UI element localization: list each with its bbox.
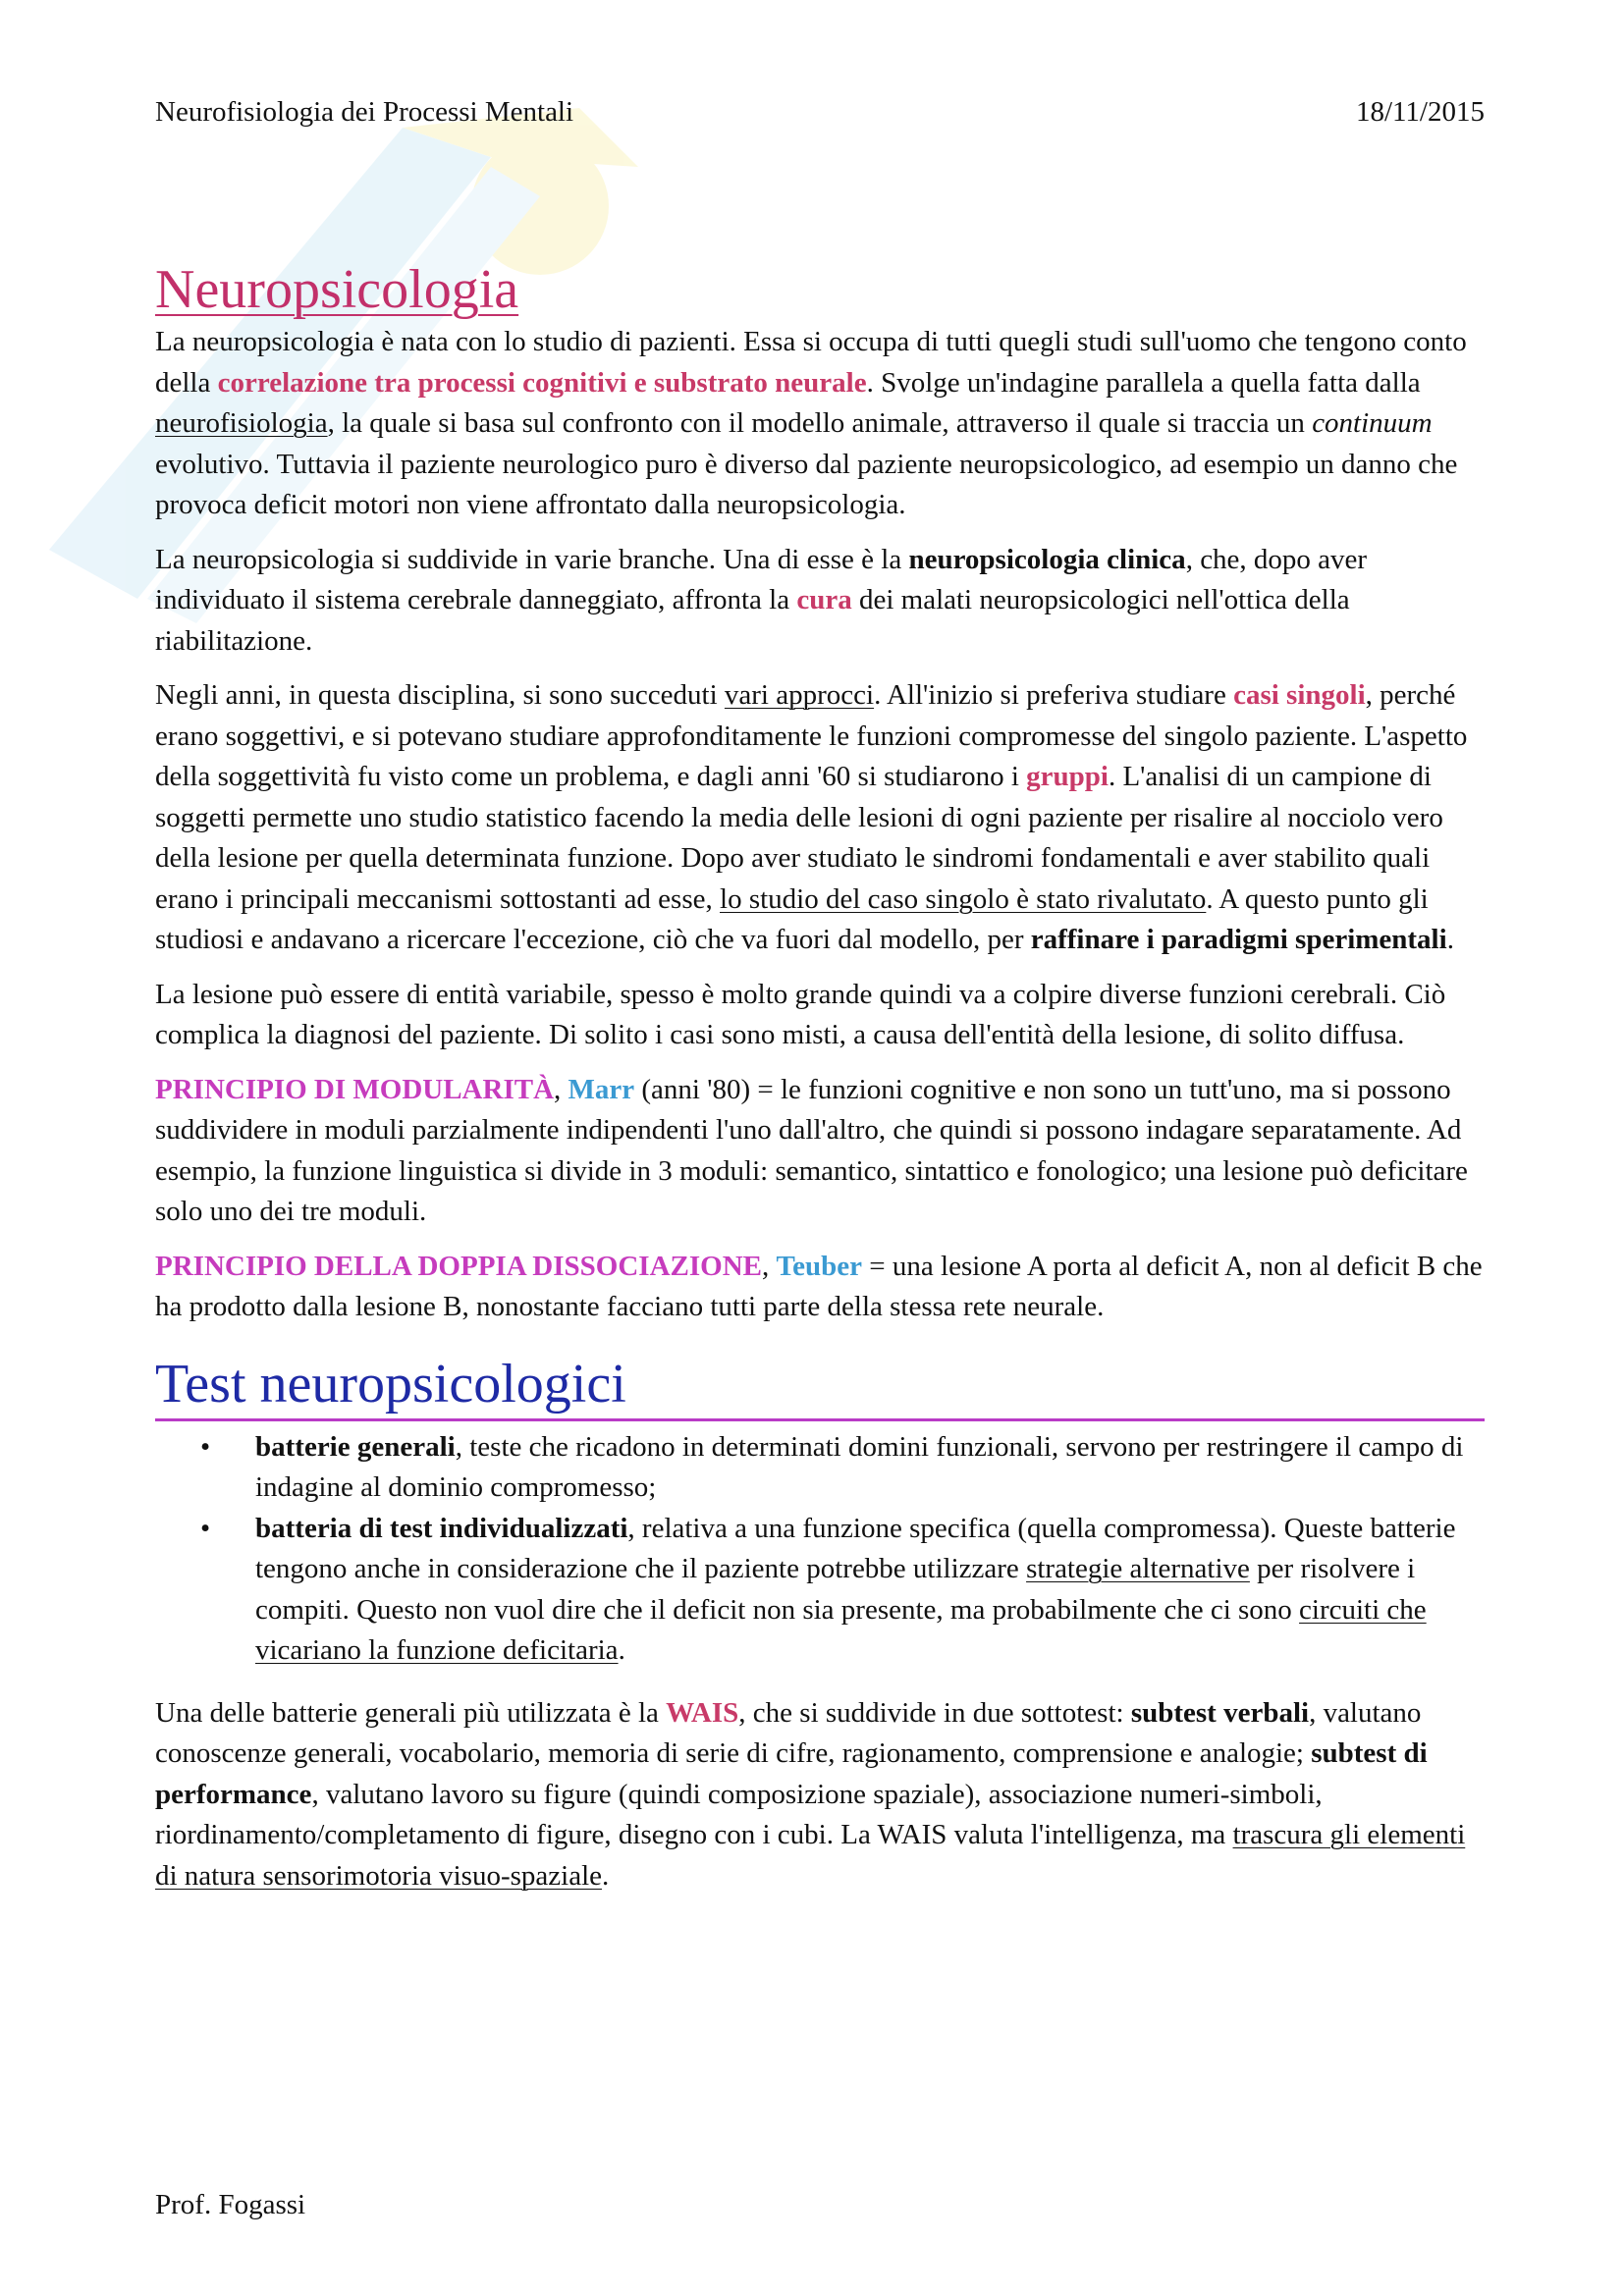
bold-clinical: neuropsicologia clinica (908, 543, 1186, 575)
text: evolutivo. Tuttavia il paziente neurologico puro è diverso dal paziente neuropsicologico, ad esempio un danno che provoca deficit motori non viene affrontato dalla neuropsicologia. (155, 448, 1458, 520)
text: . All'inizio si preferiva studiare (874, 679, 1234, 711)
highlight-correlation: correlazione tra processi cognitivi e substrato neurale (217, 366, 867, 399)
principle-double-dissociation: PRINCIPIO DELLA DOPPIA DISSOCIAZIONE (155, 1250, 762, 1282)
bold-paradigmi: raffinare i paradigmi sperimentali (1030, 924, 1447, 955)
paragraph-double-dissociation (155, 1247, 1485, 1328)
document-title: Neuropsicologia (155, 259, 519, 320)
paragraph-intro (155, 322, 1485, 526)
paragraph-modularity (155, 1070, 1485, 1233)
text: La lesione può essere di entità variabile, spesso è molto grande quindi va a colpire diverse funzioni cerebrali. Ciò complica la diagnosi del paziente. Di solito i casi sono misti, a causa dell'entità della lesione, di solito diffusa. (155, 978, 1446, 1050)
header-date: 18/11/2015 (1355, 96, 1485, 128)
highlight-cura: cura (796, 584, 852, 615)
text: . A questo punto gli studiosi e andavano a ricercare l'eccezione, ciò che va fuori dal modello, per (155, 882, 1429, 955)
paragraph-lesion (155, 975, 1485, 1056)
text: , perché erano soggettivi, e si potevano studiare approfonditamente le funzioni compromesse del singolo paziente. L'aspetto della soggettività fu visto come un problema, e dagli anni '60 si studiarono i (155, 679, 1468, 792)
text: , valutano lavoro su figure (quindi composizione spaziale), associazione numeri-simboli, riordinamento/completamento di figure, disegno con i cubi. La WAIS valuta l'intelligenza, ma (155, 1778, 1323, 1850)
principle-modularity: PRINCIPIO DI MODULARITÀ (155, 1073, 555, 1105)
text: per risolvere i compiti. Questo non vuol dire che il deficit non sia presente, ma probabilmente che ci sono (255, 1553, 1416, 1626)
text: . Svolge un'indagine parallela a quella fatta dalla (866, 366, 1421, 399)
bold-subtest-verbali: subtest verbali (1130, 1696, 1310, 1729)
underlined-circuiti: circuiti che vicariano la funzione deficitaria (255, 1593, 1427, 1666)
paragraph-wais (155, 1693, 1485, 1897)
text: . (618, 1634, 625, 1666)
text: La neuropsicologia si suddivide in varie branche. Una di esse è la (155, 543, 909, 575)
text: , (761, 1250, 777, 1282)
author-marr: Marr (568, 1073, 635, 1105)
text: , la quale si basa sul confronto con il modello animale, attraverso il quale si traccia un (327, 407, 1313, 439)
text: , che si suddivide in due sottotest: (738, 1696, 1131, 1729)
list-item (200, 1427, 1485, 1509)
text: . L'analisi di un campione di soggetti permette uno studio statistico facendo la media delle lesioni di ogni paziente per risalire al nocciolo vero della lesione per quella determinata funzione. Dopo aver studiato le sindromi fondamentali e aver stabilito quali erano i principali meccanismi sottostanti ad esse, (155, 761, 1443, 915)
page-content (155, 94, 1485, 1910)
bold-subtest-performance: subtest di performance (155, 1737, 1428, 1810)
highlight-casi-singoli: casi singoli (1233, 679, 1366, 711)
underlined-strategie: strategie alternative (1026, 1553, 1250, 1584)
text: . (602, 1859, 610, 1892)
underlined-trascura: trascura gli elementi di natura sensorimotoria visuo-spaziale (155, 1819, 1466, 1892)
text: , (554, 1073, 568, 1105)
underlined-neurofisiologia: neurofisiologia (155, 407, 328, 439)
text: , teste che ricadono in determinati domini funzionali, servono per restringere il campo di indagine al dominio compromesso; (255, 1430, 1464, 1503)
text: , valutano conoscenze generali, vocabolario, memoria di serie di cifre, ragionamento, comprensione e analogie; (155, 1696, 1422, 1769)
text: . (1446, 924, 1454, 955)
text: , che, dopo aver individuato il sistema cerebrale danneggiato, affronta la (155, 543, 1368, 615)
text: , relativa a una funzione specifica (quella compromessa). Queste batterie tengono anche in considerazione che il paziente potrebbe utilizzare (255, 1512, 1456, 1584)
page-footer: Prof. Fogassi (155, 2189, 306, 2220)
paragraph-approaches (155, 675, 1485, 961)
author-teuber: Teuber (776, 1250, 863, 1282)
highlight-wais: WAIS (666, 1696, 739, 1729)
highlight-gruppi: gruppi (1026, 761, 1109, 792)
text: (anni '80) = le funzioni cognitive e non sono un tutt'uno, ma si possono suddividere in moduli parzialmente indipendenti l'uno dall'altro, che quindi si possono indagare separatamente. Ad esempio, la funzione linguistica si divide in 3 moduli: semantico, sintattico e fonologico; una lesione può deficitare solo uno dei tre moduli. (155, 1073, 1468, 1227)
text: Una delle batterie generali più utilizzata è la (155, 1696, 667, 1729)
text: = una lesione A porta al deficit A, non al deficit B che ha prodotto dalla lesione B, nonostante facciano tutti parte della stessa rete neurale. (155, 1250, 1483, 1322)
header-course-title: Neurofisiologia dei Processi Mentali (155, 96, 574, 128)
underlined-caso-singolo: lo studio del caso singolo è stato rivalutato (720, 882, 1207, 915)
underlined-approcci: vari approcci (724, 679, 875, 711)
page-header (155, 94, 1485, 130)
bullet-list (155, 1427, 1485, 1672)
text: dei malati neuropsicologici nell'ottica della riabilitazione. (155, 584, 1350, 657)
bold-term: batteria di test individualizzati (255, 1512, 628, 1544)
text: Negli anni, in questa disciplina, si sono succeduti (155, 679, 725, 711)
italic-continuum: continuum (1312, 407, 1433, 439)
section-title-test: Test neuropsicologici (155, 1354, 1485, 1421)
text: La neuropsicologia è nata con lo studio di pazienti. Essa si occupa di tutti quegli studi sull'uomo che tengono conto della (155, 326, 1467, 399)
list-item (200, 1509, 1485, 1672)
bullet-icon: • (200, 1430, 211, 1463)
paragraph-branches (155, 540, 1485, 663)
bullet-icon: • (200, 1512, 211, 1544)
bold-term: batterie generali (255, 1430, 456, 1463)
